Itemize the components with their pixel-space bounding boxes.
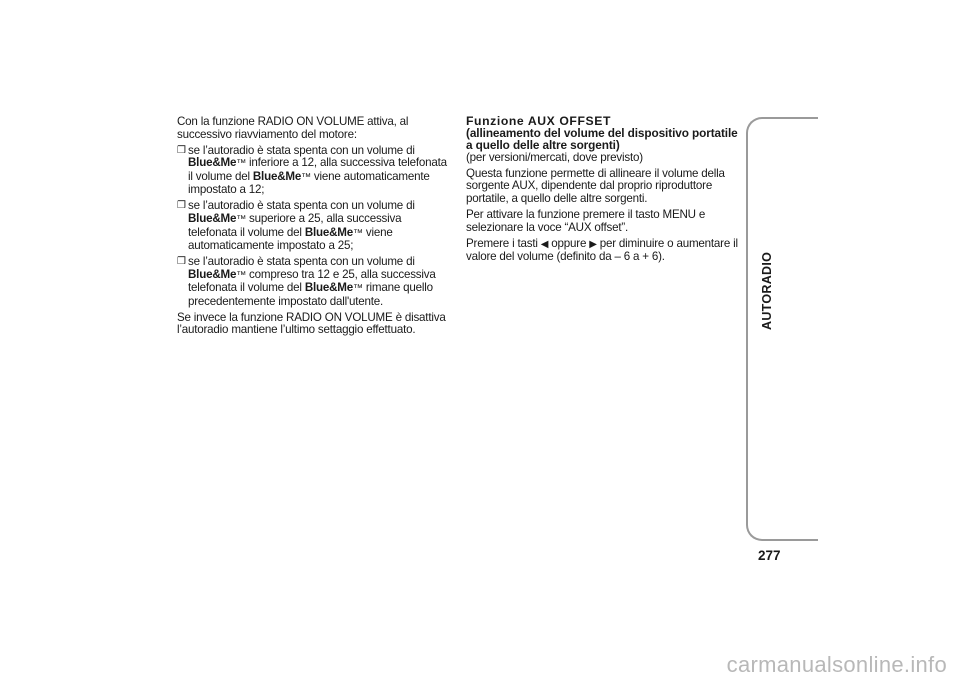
brand-name: Blue&Me: [188, 211, 237, 225]
list-item-text: compreso tra 12 e 25, alla successiva telefonata il volume del: [188, 267, 436, 295]
list-item-text: inferiore a 12, alla successiva telefonata il volume del: [188, 156, 447, 183]
trademark-symbol: ™: [236, 213, 247, 225]
description-paragraph: Questa funzione permette di allineare il volume della sorgente AUX, dipendente dal proprio riproduttore portatile, a quello delle altre sorgenti.: [466, 166, 725, 205]
section-tab-label: AUTORADIO: [760, 251, 774, 330]
activation-paragraph: Per attivare la funzione premere il tasto MENU e selezionare la voce “AUX offset”.: [466, 207, 706, 234]
brand-name: Blue&Me: [188, 156, 237, 170]
paragraph-text: oppure: [548, 236, 590, 250]
list-item-text: se l’autoradio è stata spenta con un volume di: [188, 143, 415, 157]
trademark-symbol: ™: [353, 227, 363, 239]
availability-note: (per versioni/mercati, dove previsto): [466, 150, 643, 164]
trademark-symbol: ™: [353, 283, 363, 295]
intro-paragraph: Con la funzione RADIO ON VOLUME attiva, al successivo riavviamento del motore:: [177, 115, 409, 141]
trademark-symbol: ™: [236, 158, 247, 170]
list-item-text: se l’autoradio è stata spenta con un volume di: [188, 199, 415, 213]
brand-name: Blue&Me: [188, 267, 237, 281]
section-heading: Funzione AUX OFFSET: [466, 114, 612, 128]
brand-name: Blue&Me: [304, 281, 354, 295]
list-item: [177, 256, 449, 308]
page-number: 277: [758, 548, 781, 563]
adjust-paragraph: [466, 238, 738, 264]
brand-name: Blue&Me: [304, 225, 354, 239]
list-item-text: rimane quello precedentemente impostato dall'utente.: [188, 281, 433, 308]
list-item-text: viene automaticamente impostato a 25;: [188, 225, 393, 253]
brand-name: Blue&Me: [252, 169, 302, 183]
left-column: [177, 116, 449, 340]
right-arrow-icon: ▶: [589, 238, 597, 250]
bullet-box-icon: ❒: [177, 200, 186, 212]
bullet-box-icon: ❒: [177, 144, 186, 156]
watermark: carmanualsonline.info: [726, 652, 947, 677]
list-item-text: superiore a 25, alla successiva telefonata il volume del: [188, 211, 402, 239]
list-item-text: viene automaticamente impostato a 12;: [188, 169, 430, 197]
paragraph-text: per diminuire o aumentare il valore del volume (definito da – 6 a + 6).: [466, 236, 738, 264]
list-item: [177, 145, 449, 197]
list-item: [177, 200, 449, 252]
right-column: [466, 115, 738, 267]
paragraph-text: Premere i tasti: [466, 236, 541, 250]
trademark-symbol: ™: [236, 269, 247, 281]
outro-paragraph: Se invece la funzione RADIO ON VOLUME è disattiva l’autoradio mantiene l’ultimo settaggio effettuato.: [177, 310, 446, 337]
bullet-box-icon: ❒: [177, 256, 186, 268]
left-arrow-icon: ◀: [540, 238, 549, 250]
list-item-text: se l’autoradio è stata spenta con un volume di: [188, 255, 415, 269]
section-tab: [746, 117, 818, 541]
trademark-symbol: ™: [301, 171, 311, 183]
section-subheading: (allineamento del volume del dispositivo portatile a quello delle altre sorgenti): [466, 126, 738, 153]
